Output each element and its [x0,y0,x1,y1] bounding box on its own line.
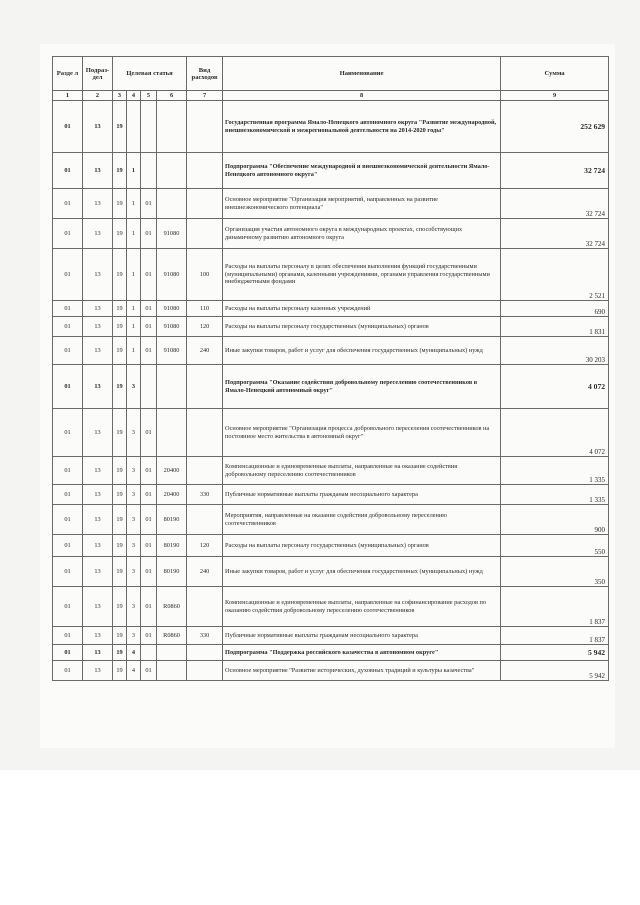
cell-razdel: 01 [53,219,83,249]
table-row [53,189,609,219]
cell-cs-2: 1 [127,317,141,337]
cell-razdel: 01 [53,189,83,219]
cell-razdel: 01 [53,485,83,505]
cell-cs-2: 1 [127,189,141,219]
cell-podrazdel: 13 [83,627,113,645]
cell-razdel: 01 [53,557,83,587]
cell-vid: 240 [187,557,223,587]
cell-sum: 690 [501,301,609,317]
cell-name: Расходы на выплаты персоналу в целях обеспечения выполнения функций государственными (муниципальными) органами, казенными учреждениями, органами управления государственными внебюджетными фондами [223,249,501,301]
cell-cs-4 [157,153,187,189]
cell-vid [187,189,223,219]
cell-cs-1: 19 [113,189,127,219]
cell-cs-1: 19 [113,505,127,535]
cell-cs-1: 19 [113,409,127,457]
cell-cs-1: 19 [113,557,127,587]
table-row [53,153,609,189]
cell-cs-1: 19 [113,317,127,337]
cell-name: Публичные нормативные выплаты гражданам несоциального характера [223,627,501,645]
cell-cs-4: 80190 [157,557,187,587]
cell-cs-2: 3 [127,457,141,485]
cell-cs-1: 19 [113,219,127,249]
cell-name: Расходы на выплаты персоналу казенных учреждений [223,301,501,317]
cell-razdel: 01 [53,587,83,627]
cell-podrazdel: 13 [83,101,113,153]
cell-sum: 32 724 [501,153,609,189]
cell-vid: 120 [187,317,223,337]
cell-cs-4: 91080 [157,301,187,317]
cell-vid [187,505,223,535]
cell-cs-3: 01 [141,627,157,645]
cell-podrazdel: 13 [83,249,113,301]
cell-name: Основное мероприятие "Развитие исторических, духовных традиций и культуры казачества" [223,661,501,681]
cell-cs-4 [157,409,187,457]
column-number: 7 [187,91,223,101]
cell-vid [187,101,223,153]
cell-cs-2: 3 [127,627,141,645]
cell-razdel: 01 [53,101,83,153]
cell-podrazdel: 13 [83,505,113,535]
cell-cs-1: 19 [113,365,127,409]
cell-name: Иные закупки товаров, работ и услуг для обеспечения государственных (муниципальных) нужд [223,337,501,365]
cell-cs-2: 3 [127,587,141,627]
cell-cs-3: 01 [141,189,157,219]
cell-sum: 30 203 [501,337,609,365]
cell-name: Расходы на выплаты персоналу государственных (муниципальных) органов [223,535,501,557]
cell-sum: 1 837 [501,587,609,627]
cell-cs-4: 80190 [157,535,187,557]
cell-cs-3: 01 [141,661,157,681]
table-row [53,661,609,681]
cell-cs-2: 4 [127,645,141,661]
table-row [53,219,609,249]
cell-cs-3: 01 [141,457,157,485]
cell-cs-1: 19 [113,249,127,301]
cell-sum: 4 072 [501,409,609,457]
cell-cs-1: 19 [113,457,127,485]
table-row [53,337,609,365]
cell-podrazdel: 13 [83,189,113,219]
cell-sum: 550 [501,535,609,557]
table-row [53,535,609,557]
cell-cs-4: 91080 [157,249,187,301]
cell-cs-1: 19 [113,535,127,557]
cell-name: Основное мероприятие "Организация процесса добровольного переселения соотечественников на постоянное место жительства в автономный округ" [223,409,501,457]
cell-sum: 32 724 [501,189,609,219]
cell-podrazdel: 13 [83,557,113,587]
cell-cs-4: 20400 [157,457,187,485]
cell-cs-3 [141,153,157,189]
cell-podrazdel: 13 [83,587,113,627]
cell-podrazdel: 13 [83,365,113,409]
table-row [53,627,609,645]
cell-podrazdel: 13 [83,661,113,681]
cell-cs-1: 19 [113,661,127,681]
cell-cs-3: 01 [141,219,157,249]
cell-razdel: 01 [53,627,83,645]
cell-name: Организация участия автономного округа в международных проектах, способствующих динамичному развитию автономного округа [223,219,501,249]
cell-cs-1: 19 [113,627,127,645]
header-celevaya-statya: Целевая статья [113,57,187,91]
cell-cs-2: 3 [127,365,141,409]
cell-razdel: 01 [53,317,83,337]
cell-cs-2: 1 [127,153,141,189]
budget-table [52,56,609,681]
cell-cs-3: 01 [141,485,157,505]
cell-podrazdel: 13 [83,337,113,365]
cell-vid [187,153,223,189]
cell-cs-4: R0860 [157,587,187,627]
table-row [53,457,609,485]
cell-podrazdel: 13 [83,409,113,457]
cell-vid: 240 [187,337,223,365]
cell-cs-3: 01 [141,409,157,457]
cell-razdel: 01 [53,249,83,301]
column-numbers-row [53,91,609,101]
cell-cs-2: 3 [127,485,141,505]
cell-razdel: 01 [53,535,83,557]
cell-name: Компенсационные и единовременные выплаты, направленные на оказание содействия добровольному переселению соотечественников [223,457,501,485]
column-number: 5 [141,91,157,101]
cell-cs-4: 91080 [157,219,187,249]
cell-sum: 1 831 [501,317,609,337]
cell-razdel: 01 [53,301,83,317]
cell-cs-4 [157,661,187,681]
cell-cs-4: 91080 [157,337,187,365]
cell-name: Расходы на выплаты персоналу государственных (муниципальных) органов [223,317,501,337]
cell-sum: 1 335 [501,485,609,505]
cell-vid: 120 [187,535,223,557]
cell-cs-3: 01 [141,587,157,627]
cell-vid: 330 [187,627,223,645]
cell-cs-3 [141,101,157,153]
cell-razdel: 01 [53,505,83,535]
cell-cs-2: 1 [127,219,141,249]
cell-sum: 5 942 [501,661,609,681]
cell-cs-2: 3 [127,409,141,457]
cell-cs-4: R0860 [157,627,187,645]
cell-sum: 1 335 [501,457,609,485]
cell-cs-3 [141,365,157,409]
cell-name: Компенсационные и единовременные выплаты, направленные на софинансирование расходов по оказанию содействия добровольному переселению соотечественников [223,587,501,627]
cell-podrazdel: 13 [83,153,113,189]
cell-razdel: 01 [53,153,83,189]
cell-razdel: 01 [53,457,83,485]
cell-cs-3: 01 [141,535,157,557]
cell-razdel: 01 [53,645,83,661]
cell-razdel: 01 [53,365,83,409]
cell-sum: 350 [501,557,609,587]
header-podrazdel: Подраз- дел [83,57,113,91]
cell-sum: 32 724 [501,219,609,249]
cell-razdel: 01 [53,409,83,457]
cell-cs-1: 19 [113,301,127,317]
cell-name: Государственная программа Ямало-Ненецкого автономного округа "Развитие международной, внешнеэкономической и межрегиональной деятельности на 2014-2020 годы" [223,101,501,153]
cell-podrazdel: 13 [83,317,113,337]
cell-cs-2: 1 [127,337,141,365]
cell-cs-2: 4 [127,661,141,681]
cell-sum: 1 837 [501,627,609,645]
cell-sum: 2 521 [501,249,609,301]
column-number: 8 [223,91,501,101]
table-row [53,587,609,627]
cell-podrazdel: 13 [83,485,113,505]
column-number: 3 [113,91,127,101]
cell-name: Публичные нормативные выплаты гражданам несоциального характера [223,485,501,505]
cell-podrazdel: 13 [83,301,113,317]
cell-cs-3: 01 [141,249,157,301]
cell-cs-3 [141,645,157,661]
table-row [53,101,609,153]
cell-cs-4 [157,101,187,153]
cell-name: Подпрограмма "Оказание содействия добровольному переселению соотечественников в Ямало-Ненецкий автономный округ" [223,365,501,409]
table-body [53,101,609,681]
cell-vid [187,645,223,661]
cell-cs-1: 19 [113,337,127,365]
cell-vid: 110 [187,301,223,317]
header-naimenovanie: Наименование [223,57,501,91]
cell-vid [187,661,223,681]
cell-cs-2: 3 [127,505,141,535]
cell-name: Основное мероприятие "Организация мероприятий, направленных на развитие внешнеэкономического потенциала" [223,189,501,219]
cell-cs-3: 01 [141,301,157,317]
cell-podrazdel: 13 [83,645,113,661]
cell-vid: 100 [187,249,223,301]
cell-cs-4 [157,645,187,661]
cell-razdel: 01 [53,337,83,365]
cell-cs-2: 3 [127,535,141,557]
cell-razdel: 01 [53,661,83,681]
cell-cs-1: 19 [113,485,127,505]
cell-cs-1: 19 [113,153,127,189]
header-razdel: Разде л [53,57,83,91]
cell-vid [187,587,223,627]
cell-vid [187,365,223,409]
table-row [53,249,609,301]
cell-cs-3: 01 [141,317,157,337]
cell-name: Подпрограмма "Поддержка российского казачества в автономном округе" [223,645,501,661]
cell-name: Мероприятия, направленные на оказание содействия добровольному переселению соотечественников [223,505,501,535]
cell-name: Подпрограмма "Обеспечение международной и внешнеэкономической деятельности Ямало-Ненецкого автономного округа" [223,153,501,189]
cell-vid: 330 [187,485,223,505]
cell-sum: 900 [501,505,609,535]
cell-cs-3: 01 [141,557,157,587]
cell-cs-1: 19 [113,645,127,661]
cell-cs-3: 01 [141,337,157,365]
table-row [53,557,609,587]
table-row [53,645,609,661]
table-row [53,317,609,337]
cell-cs-4: 91080 [157,317,187,337]
cell-sum: 252 629 [501,101,609,153]
cell-cs-4 [157,365,187,409]
cell-cs-2: 1 [127,301,141,317]
cell-cs-2: 1 [127,249,141,301]
cell-cs-4: 20400 [157,485,187,505]
table-row [53,505,609,535]
column-number: 2 [83,91,113,101]
table-row [53,301,609,317]
cell-sum: 4 072 [501,365,609,409]
column-number: 6 [157,91,187,101]
cell-podrazdel: 13 [83,535,113,557]
cell-name: Иные закупки товаров, работ и услуг для обеспечения государственных (муниципальных) нужд [223,557,501,587]
cell-vid [187,219,223,249]
cell-vid [187,409,223,457]
cell-cs-2: 3 [127,557,141,587]
column-number: 1 [53,91,83,101]
cell-sum: 5 942 [501,645,609,661]
cell-cs-2 [127,101,141,153]
table-row [53,409,609,457]
header-summa: Сумма [501,57,609,91]
header-vid-rashodov: Вид расходов [187,57,223,91]
cell-cs-4 [157,189,187,219]
cell-cs-1: 19 [113,587,127,627]
cell-cs-4: 80190 [157,505,187,535]
table-row [53,485,609,505]
cell-podrazdel: 13 [83,457,113,485]
cell-cs-3: 01 [141,505,157,535]
table-row [53,365,609,409]
column-number: 4 [127,91,141,101]
cell-podrazdel: 13 [83,219,113,249]
column-number: 9 [501,91,609,101]
cell-vid [187,457,223,485]
cell-cs-1: 19 [113,101,127,153]
